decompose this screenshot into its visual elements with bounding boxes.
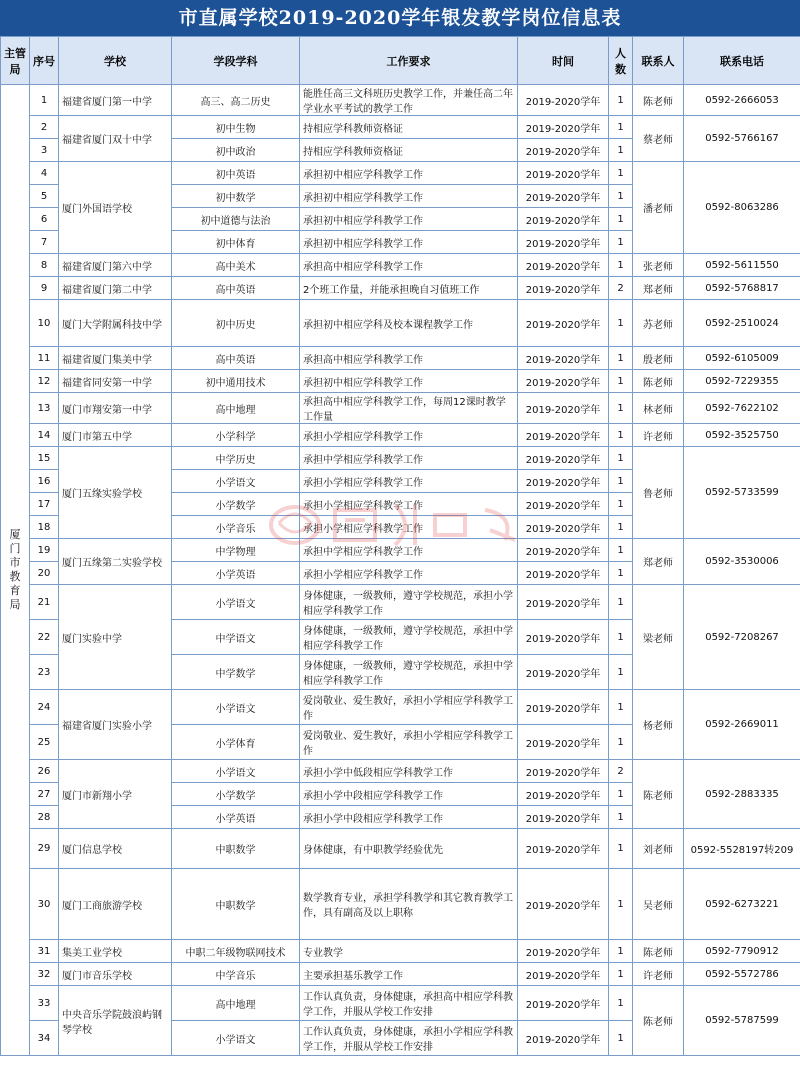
count-cell: 1 bbox=[609, 806, 633, 829]
subject-cell: 中学物理 bbox=[172, 539, 300, 562]
count-cell: 1 bbox=[609, 424, 633, 447]
school-name: 厦门工商旅游学校 bbox=[59, 869, 172, 940]
school-name: 厦门市第五中学 bbox=[59, 424, 172, 447]
subject-cell: 中学历史 bbox=[172, 447, 300, 470]
school-name: 厦门市新翔小学 bbox=[59, 760, 172, 829]
requirement-cell: 主要承担基乐教学工作 bbox=[300, 963, 518, 986]
row-number: 29 bbox=[30, 829, 59, 869]
contact-person: 陈老师 bbox=[633, 370, 684, 393]
subject-cell: 初中数学 bbox=[172, 185, 300, 208]
count-cell: 1 bbox=[609, 829, 633, 869]
row-number: 14 bbox=[30, 424, 59, 447]
requirement-cell: 承担初中相应学科教学工作 bbox=[300, 185, 518, 208]
requirement-cell: 承担小学相应学科教学工作 bbox=[300, 493, 518, 516]
time-cell: 2019-2020学年 bbox=[518, 470, 609, 493]
school-name: 福建省厦门第六中学 bbox=[59, 254, 172, 277]
row-number: 6 bbox=[30, 208, 59, 231]
requirement-cell: 承担小学中段相应学科教学工作 bbox=[300, 806, 518, 829]
subject-cell: 高中地理 bbox=[172, 393, 300, 424]
time-cell: 2019-2020学年 bbox=[518, 347, 609, 370]
table-row bbox=[1, 869, 800, 940]
row-number: 10 bbox=[30, 300, 59, 347]
table-row bbox=[1, 539, 800, 562]
time-cell: 2019-2020学年 bbox=[518, 829, 609, 869]
row-number: 9 bbox=[30, 277, 59, 300]
contact-person: 陈老师 bbox=[633, 940, 684, 963]
requirement-cell: 承担高中相应学科教学工作，每周12课时教学工作量 bbox=[300, 393, 518, 424]
subject-cell: 小学语文 bbox=[172, 470, 300, 493]
requirement-cell: 承担中学相应学科教学工作 bbox=[300, 539, 518, 562]
contact-phone: 0592-5611550 bbox=[684, 254, 800, 277]
requirement-cell: 承担小学相应学科教学工作 bbox=[300, 516, 518, 539]
school-name: 厦门外国语学校 bbox=[59, 162, 172, 254]
contact-phone: 0592-5766167 bbox=[684, 116, 800, 162]
row-number: 19 bbox=[30, 539, 59, 562]
header-time: 时间 bbox=[518, 37, 609, 85]
subject-cell: 初中英语 bbox=[172, 162, 300, 185]
count-cell: 1 bbox=[609, 85, 633, 116]
row-number: 31 bbox=[30, 940, 59, 963]
time-cell: 2019-2020学年 bbox=[518, 208, 609, 231]
count-cell: 1 bbox=[609, 393, 633, 424]
time-cell: 2019-2020学年 bbox=[518, 277, 609, 300]
school-name: 福建省厦门双十中学 bbox=[59, 116, 172, 162]
row-number: 4 bbox=[30, 162, 59, 185]
school-name: 厦门五缘第二实验学校 bbox=[59, 539, 172, 585]
contact-phone: 0592-2669011 bbox=[684, 690, 800, 760]
requirement-cell: 承担初中相应学科教学工作 bbox=[300, 370, 518, 393]
subject-cell: 初中生物 bbox=[172, 116, 300, 139]
count-cell: 1 bbox=[609, 470, 633, 493]
time-cell: 2019-2020学年 bbox=[518, 806, 609, 829]
requirement-cell: 身体健康，一级教师，遵守学校规范，承担小学相应学科教学工作 bbox=[300, 585, 518, 620]
time-cell: 2019-2020学年 bbox=[518, 783, 609, 806]
subject-cell: 小学语文 bbox=[172, 690, 300, 725]
count-cell: 1 bbox=[609, 347, 633, 370]
time-cell: 2019-2020学年 bbox=[518, 447, 609, 470]
contact-phone: 0592-5572786 bbox=[684, 963, 800, 986]
contact-person: 殷老师 bbox=[633, 347, 684, 370]
row-number: 8 bbox=[30, 254, 59, 277]
requirement-cell: 专业教学 bbox=[300, 940, 518, 963]
subject-cell: 中职数学 bbox=[172, 829, 300, 869]
contact-phone: 0592-3525750 bbox=[684, 424, 800, 447]
row-number: 30 bbox=[30, 869, 59, 940]
school-name: 厦门信息学校 bbox=[59, 829, 172, 869]
count-cell: 1 bbox=[609, 986, 633, 1021]
bureau-cell: 厦门市教育局 bbox=[1, 85, 30, 1056]
row-number: 28 bbox=[30, 806, 59, 829]
time-cell: 2019-2020学年 bbox=[518, 940, 609, 963]
count-cell: 1 bbox=[609, 185, 633, 208]
table-row bbox=[1, 690, 800, 725]
contact-person: 梁老师 bbox=[633, 585, 684, 690]
time-cell: 2019-2020学年 bbox=[518, 1021, 609, 1056]
contact-person: 张老师 bbox=[633, 254, 684, 277]
contact-phone: 0592-8063286 bbox=[684, 162, 800, 254]
row-number: 17 bbox=[30, 493, 59, 516]
count-cell: 1 bbox=[609, 139, 633, 162]
subject-cell: 小学数学 bbox=[172, 783, 300, 806]
table-body bbox=[1, 85, 800, 1056]
school-name: 厦门市翔安第一中学 bbox=[59, 393, 172, 424]
subject-cell: 中职数学 bbox=[172, 869, 300, 940]
requirement-cell: 爱岗敬业、爱生教好，承担小学相应学科教学工作 bbox=[300, 690, 518, 725]
contact-phone: 0592-5787599 bbox=[684, 986, 800, 1056]
time-cell: 2019-2020学年 bbox=[518, 85, 609, 116]
row-number: 11 bbox=[30, 347, 59, 370]
requirement-cell: 工作认真负责，身体健康，承担小学相应学科教学工作，并服从学校工作安排 bbox=[300, 1021, 518, 1056]
table-row bbox=[1, 370, 800, 393]
requirement-cell: 能胜任高三文科班历史教学工作，并兼任高二年学业水平考试的教学工作 bbox=[300, 85, 518, 116]
row-number: 21 bbox=[30, 585, 59, 620]
subject-cell: 小学语文 bbox=[172, 760, 300, 783]
requirement-cell: 承担小学相应学科教学工作 bbox=[300, 424, 518, 447]
contact-person: 杨老师 bbox=[633, 690, 684, 760]
subject-cell: 高中美术 bbox=[172, 254, 300, 277]
school-name: 厦门市音乐学校 bbox=[59, 963, 172, 986]
row-number: 33 bbox=[30, 986, 59, 1021]
contact-person: 蔡老师 bbox=[633, 116, 684, 162]
subject-cell: 初中历史 bbox=[172, 300, 300, 347]
requirement-cell: 承担小学中段相应学科教学工作 bbox=[300, 783, 518, 806]
count-cell: 2 bbox=[609, 277, 633, 300]
contact-person: 陈老师 bbox=[633, 986, 684, 1056]
requirement-cell: 承担小学相应学科教学工作 bbox=[300, 562, 518, 585]
table-row bbox=[1, 829, 800, 869]
contact-phone: 0592-5733599 bbox=[684, 447, 800, 539]
subject-cell: 高三、高二历史 bbox=[172, 85, 300, 116]
time-cell: 2019-2020学年 bbox=[518, 725, 609, 760]
page-title: 市直属学校2019-2020学年银发教学岗位信息表 bbox=[0, 0, 800, 36]
table-row bbox=[1, 963, 800, 986]
contact-phone: 0592-5768817 bbox=[684, 277, 800, 300]
requirement-cell: 2个班工作量，并能承担晚自习值班工作 bbox=[300, 277, 518, 300]
contact-phone: 0592-7229355 bbox=[684, 370, 800, 393]
row-number: 2 bbox=[30, 116, 59, 139]
contact-person: 鲁老师 bbox=[633, 447, 684, 539]
requirement-cell: 承担中学相应学科教学工作 bbox=[300, 447, 518, 470]
requirement-cell: 身体健康，一级教师，遵守学校规范，承担中学相应学科教学工作 bbox=[300, 620, 518, 655]
requirement-cell: 承担高中相应学科教学工作 bbox=[300, 347, 518, 370]
time-cell: 2019-2020学年 bbox=[518, 370, 609, 393]
subject-cell: 中职二年级物联网技术 bbox=[172, 940, 300, 963]
table-row bbox=[1, 986, 800, 1021]
row-number: 15 bbox=[30, 447, 59, 470]
header-school: 学校 bbox=[59, 37, 172, 85]
count-cell: 1 bbox=[609, 516, 633, 539]
table-row bbox=[1, 424, 800, 447]
count-cell: 1 bbox=[609, 585, 633, 620]
header-no: 序号 bbox=[30, 37, 59, 85]
requirement-cell: 承担小学相应学科教学工作 bbox=[300, 470, 518, 493]
count-cell: 1 bbox=[609, 162, 633, 185]
header-contact: 联系人 bbox=[633, 37, 684, 85]
subject-cell: 初中道德与法治 bbox=[172, 208, 300, 231]
job-table bbox=[0, 36, 800, 1056]
row-number: 32 bbox=[30, 963, 59, 986]
requirement-cell: 承担初中相应学科教学工作 bbox=[300, 231, 518, 254]
count-cell: 1 bbox=[609, 539, 633, 562]
header-requirement: 工作要求 bbox=[300, 37, 518, 85]
requirement-cell: 身体健康，一级教师，遵守学校规范，承担中学相应学科教学工作 bbox=[300, 655, 518, 690]
header-bureau: 主管局 bbox=[1, 37, 30, 85]
time-cell: 2019-2020学年 bbox=[518, 655, 609, 690]
count-cell: 1 bbox=[609, 562, 633, 585]
subject-cell: 小学音乐 bbox=[172, 516, 300, 539]
count-cell: 1 bbox=[609, 690, 633, 725]
time-cell: 2019-2020学年 bbox=[518, 493, 609, 516]
contact-person: 郑老师 bbox=[633, 277, 684, 300]
row-number: 22 bbox=[30, 620, 59, 655]
count-cell: 1 bbox=[609, 620, 633, 655]
contact-phone: 0592-2510024 bbox=[684, 300, 800, 347]
requirement-cell: 承担初中相应学科及校本课程教学工作 bbox=[300, 300, 518, 347]
time-cell: 2019-2020学年 bbox=[518, 869, 609, 940]
row-number: 5 bbox=[30, 185, 59, 208]
row-number: 25 bbox=[30, 725, 59, 760]
count-cell: 1 bbox=[609, 869, 633, 940]
subject-cell: 高中英语 bbox=[172, 347, 300, 370]
table-row bbox=[1, 347, 800, 370]
count-cell: 1 bbox=[609, 725, 633, 760]
school-name: 福建省同安第一中学 bbox=[59, 370, 172, 393]
table-row bbox=[1, 162, 800, 185]
time-cell: 2019-2020学年 bbox=[518, 516, 609, 539]
contact-phone: 0592-3530006 bbox=[684, 539, 800, 585]
school-name: 福建省厦门集美中学 bbox=[59, 347, 172, 370]
subject-cell: 初中体育 bbox=[172, 231, 300, 254]
row-number: 23 bbox=[30, 655, 59, 690]
time-cell: 2019-2020学年 bbox=[518, 690, 609, 725]
school-name: 福建省厦门第一中学 bbox=[59, 85, 172, 116]
count-cell: 1 bbox=[609, 231, 633, 254]
table-header-row bbox=[1, 37, 800, 85]
table-row bbox=[1, 760, 800, 783]
contact-phone: 0592-5528197转209 bbox=[684, 829, 800, 869]
requirement-cell: 工作认真负责，身体健康，承担高中相应学科教学工作，并服从学校工作安排 bbox=[300, 986, 518, 1021]
subject-cell: 小学语文 bbox=[172, 585, 300, 620]
subject-cell: 小学英语 bbox=[172, 806, 300, 829]
row-number: 7 bbox=[30, 231, 59, 254]
row-number: 3 bbox=[30, 139, 59, 162]
count-cell: 1 bbox=[609, 655, 633, 690]
row-number: 18 bbox=[30, 516, 59, 539]
count-cell: 1 bbox=[609, 116, 633, 139]
header-phone: 联系电话 bbox=[684, 37, 800, 85]
table-row bbox=[1, 940, 800, 963]
row-number: 1 bbox=[30, 85, 59, 116]
count-cell: 1 bbox=[609, 300, 633, 347]
row-number: 27 bbox=[30, 783, 59, 806]
subject-cell: 小学语文 bbox=[172, 1021, 300, 1056]
count-cell: 1 bbox=[609, 940, 633, 963]
requirement-cell: 身体健康，有中职教学经验优先 bbox=[300, 829, 518, 869]
contact-phone: 0592-6273221 bbox=[684, 869, 800, 940]
count-cell: 1 bbox=[609, 208, 633, 231]
table-row bbox=[1, 447, 800, 470]
subject-cell: 小学科学 bbox=[172, 424, 300, 447]
subject-cell: 小学英语 bbox=[172, 562, 300, 585]
table-row bbox=[1, 277, 800, 300]
count-cell: 1 bbox=[609, 370, 633, 393]
subject-cell: 高中英语 bbox=[172, 277, 300, 300]
requirement-cell: 爱岗敬业、爱生教好，承担小学相应学科教学工作 bbox=[300, 725, 518, 760]
contact-phone: 0592-2666053 bbox=[684, 85, 800, 116]
contact-phone: 0592-2883335 bbox=[684, 760, 800, 829]
requirement-cell: 数学教育专业，承担学科教学和其它教育教学工作，具有副高及以上职称 bbox=[300, 869, 518, 940]
time-cell: 2019-2020学年 bbox=[518, 300, 609, 347]
contact-phone: 0592-7790912 bbox=[684, 940, 800, 963]
table-row bbox=[1, 254, 800, 277]
count-cell: 1 bbox=[609, 783, 633, 806]
school-name: 厦门实验中学 bbox=[59, 585, 172, 690]
requirement-cell: 承担初中相应学科教学工作 bbox=[300, 162, 518, 185]
time-cell: 2019-2020学年 bbox=[518, 760, 609, 783]
requirement-cell: 承担小学中低段相应学科教学工作 bbox=[300, 760, 518, 783]
contact-person: 许老师 bbox=[633, 963, 684, 986]
contact-person: 潘老师 bbox=[633, 162, 684, 254]
school-name: 集美工业学校 bbox=[59, 940, 172, 963]
school-name: 厦门大学附属科技中学 bbox=[59, 300, 172, 347]
time-cell: 2019-2020学年 bbox=[518, 231, 609, 254]
subject-cell: 小学数学 bbox=[172, 493, 300, 516]
subject-cell: 初中通用技术 bbox=[172, 370, 300, 393]
time-cell: 2019-2020学年 bbox=[518, 424, 609, 447]
row-number: 20 bbox=[30, 562, 59, 585]
time-cell: 2019-2020学年 bbox=[518, 254, 609, 277]
school-name: 厦门五缘实验学校 bbox=[59, 447, 172, 539]
school-name: 中央音乐学院鼓浪屿钢琴学校 bbox=[59, 986, 172, 1056]
contact-person: 林老师 bbox=[633, 393, 684, 424]
contact-person: 苏老师 bbox=[633, 300, 684, 347]
row-number: 34 bbox=[30, 1021, 59, 1056]
school-name: 福建省厦门第二中学 bbox=[59, 277, 172, 300]
contact-person: 陈老师 bbox=[633, 85, 684, 116]
requirement-cell: 持相应学科教师资格证 bbox=[300, 139, 518, 162]
table-row bbox=[1, 585, 800, 620]
subject-cell: 中学数学 bbox=[172, 655, 300, 690]
subject-cell: 中学音乐 bbox=[172, 963, 300, 986]
time-cell: 2019-2020学年 bbox=[518, 139, 609, 162]
table-row bbox=[1, 393, 800, 424]
contact-person: 刘老师 bbox=[633, 829, 684, 869]
subject-cell: 小学体育 bbox=[172, 725, 300, 760]
time-cell: 2019-2020学年 bbox=[518, 620, 609, 655]
contact-person: 郑老师 bbox=[633, 539, 684, 585]
row-number: 13 bbox=[30, 393, 59, 424]
header-count: 人数 bbox=[609, 37, 633, 85]
table-row bbox=[1, 300, 800, 347]
table-row bbox=[1, 85, 800, 116]
contact-person: 许老师 bbox=[633, 424, 684, 447]
contact-phone: 0592-6105009 bbox=[684, 347, 800, 370]
time-cell: 2019-2020学年 bbox=[518, 963, 609, 986]
subject-cell: 初中政治 bbox=[172, 139, 300, 162]
count-cell: 1 bbox=[609, 447, 633, 470]
row-number: 26 bbox=[30, 760, 59, 783]
subject-cell: 高中地理 bbox=[172, 986, 300, 1021]
row-number: 16 bbox=[30, 470, 59, 493]
row-number: 12 bbox=[30, 370, 59, 393]
time-cell: 2019-2020学年 bbox=[518, 162, 609, 185]
time-cell: 2019-2020学年 bbox=[518, 562, 609, 585]
time-cell: 2019-2020学年 bbox=[518, 393, 609, 424]
time-cell: 2019-2020学年 bbox=[518, 116, 609, 139]
contact-person: 陈老师 bbox=[633, 760, 684, 829]
count-cell: 1 bbox=[609, 963, 633, 986]
school-name: 福建省厦门实验小学 bbox=[59, 690, 172, 760]
count-cell: 1 bbox=[609, 1021, 633, 1056]
requirement-cell: 承担高中相应学科教学工作 bbox=[300, 254, 518, 277]
count-cell: 2 bbox=[609, 760, 633, 783]
contact-person: 吴老师 bbox=[633, 869, 684, 940]
time-cell: 2019-2020学年 bbox=[518, 585, 609, 620]
table-row bbox=[1, 116, 800, 139]
row-number: 24 bbox=[30, 690, 59, 725]
time-cell: 2019-2020学年 bbox=[518, 986, 609, 1021]
count-cell: 1 bbox=[609, 254, 633, 277]
header-subject: 学段学科 bbox=[172, 37, 300, 85]
count-cell: 1 bbox=[609, 493, 633, 516]
contact-phone: 0592-7622102 bbox=[684, 393, 800, 424]
contact-phone: 0592-7208267 bbox=[684, 585, 800, 690]
requirement-cell: 承担初中相应学科教学工作 bbox=[300, 208, 518, 231]
requirement-cell: 持相应学科教师资格证 bbox=[300, 116, 518, 139]
subject-cell: 中学语文 bbox=[172, 620, 300, 655]
time-cell: 2019-2020学年 bbox=[518, 185, 609, 208]
time-cell: 2019-2020学年 bbox=[518, 539, 609, 562]
